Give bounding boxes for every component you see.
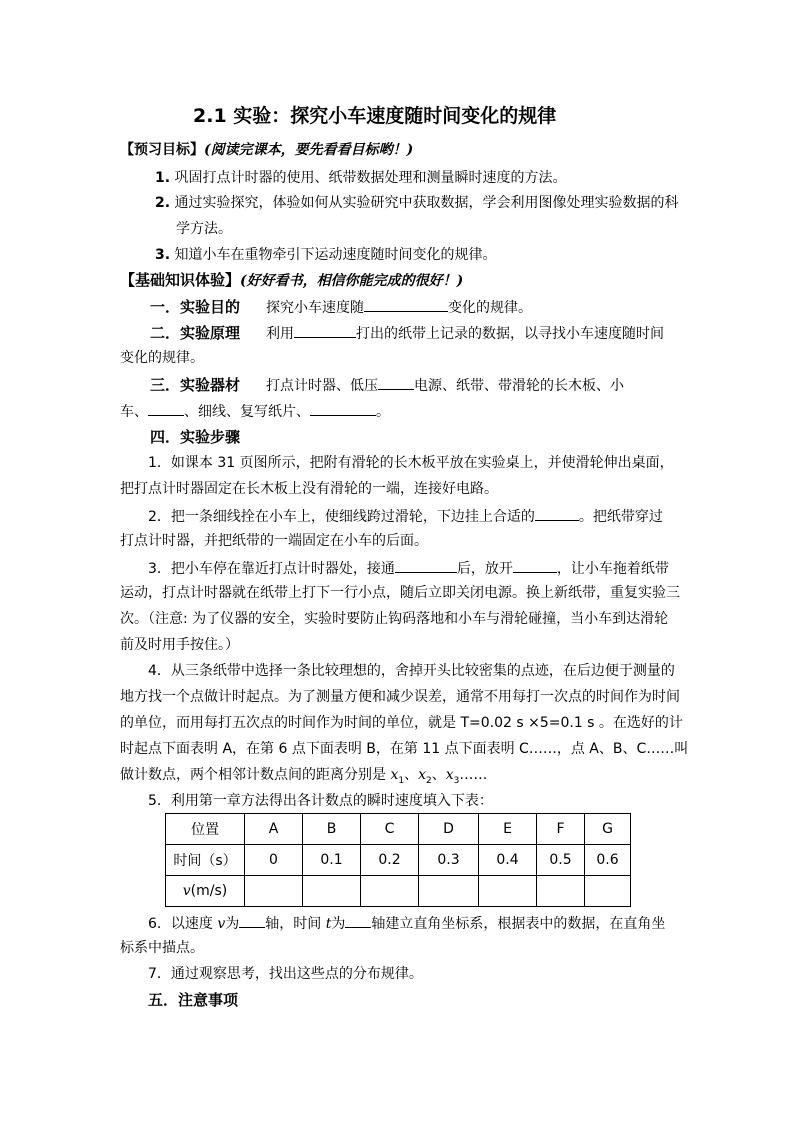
sec3-cont: 车、 、细线、复写纸片、 。 [120,400,390,422]
sec2-line: 二．实验原理 利用 打出的纸带上记录的数据，以寻找小车速度随时间 [150,324,665,342]
sec3-label: 三．实验器材 [150,376,241,394]
velocity-input-cell[interactable] [537,876,585,907]
step4-line4: 时起点下面表明 A，在第 6 点下面表明 B，在第 11 点下面表明 C……，点 A、B、C……叫 [120,741,689,757]
step5-line: 5．利用第一章方法得出各计数点的瞬时速度填入下表： [148,793,493,809]
table-cell: B [303,814,361,845]
step6-line2: 标系中描点。 [120,940,204,956]
step4-line2: 地方找一个点做计时起点。为了测量方便和减少误差，通常不用每打一次点的时间作为时间 [120,689,680,705]
table-cell: E [479,814,537,845]
step4-line3: 的单位，而用每打五次点的时间作为时间的单位，就是 T=0.02 s ×5=0.1 s 。在选好的计 [120,715,683,731]
velocity-input-cell[interactable] [361,876,419,907]
velocity-table [165,813,631,907]
table-cell: A [245,814,303,845]
preview-item-1: 1. 巩固打点计时器的使用、纸带数据处理和测量瞬时速度的方法。 [155,170,567,186]
basics-note: (好好看书，相信你能完成的很好！) [240,273,464,289]
sec1-line: 一．实验目的 探究小车速度随 变化的规律。 [150,298,533,316]
blank-2[interactable] [294,322,356,338]
step4-line1: 4．从三条纸带中选择一条比较理想的，舍掉开头比较密集的点迹，在后边便于测量的 [148,663,675,679]
table-row-velocity [166,876,631,907]
step7-line: 7．通过观察思考，找出这些点的分布规律。 [148,966,423,982]
table-cell: D [419,814,479,845]
blank-7[interactable] [395,557,457,573]
blank-4[interactable] [148,400,184,416]
velocity-input-cell[interactable] [245,876,303,907]
blank-6[interactable] [535,505,579,521]
table-cell: 0.5 [537,845,585,876]
step4-line5: 做计数点，两个相邻计数点间的距离分别是 $x_1$、$x_2$、$x_3\dots\dots$ [120,767,488,786]
preview-item-2: 2. 通过实验探究，体验如何从实验研究中获取数据，学会利用图像处理实验数据的科 [155,195,679,211]
table-row-time [166,845,631,876]
table-cell: 0 [245,845,303,876]
table-cell: 0.3 [419,845,479,876]
preview-item-3: 3. 知道小车在重物牵引下运动速度随时间变化的规律。 [155,247,497,263]
step3-line2: 运动，打点计时器就在纸带上打下一行小点，随后立即关闭电源。换上新纸带，重复实验三 [120,585,680,601]
sec3-line: 三．实验器材 打点计时器、低压 电源、纸带、带滑轮的长木板、小 [150,376,625,394]
table-cell: 位置 [166,814,245,845]
sec2-label: 二．实验原理 [150,324,241,342]
sec2-cont: 变化的规律。 [120,350,204,366]
sec1-label: 一．实验目的 [150,298,241,316]
preview-item-2-cont: 学方法。 [176,221,232,237]
table-cell: F [537,814,585,845]
blank-3[interactable] [378,374,414,390]
step2-line1: 2．把一条细线拴在小车上，使细线跨过滑轮，下边挂上合适的 。把纸带穿过 [148,505,663,527]
page-title: 2.1 实验：探究小车速度随时间变化的规律 [193,105,557,127]
preview-heading: 【预习目标】 [120,142,204,158]
step2-line2: 打点计时器，并把纸带的一端固定在小车的后面。 [120,533,428,549]
table-cell: G [585,814,631,845]
step3-line1: 3．把小车停在靠近打点计时器处，接通 后，放开 ，让小车拖着纸带 [148,557,669,579]
preview-heading-line [120,140,413,160]
blank-1[interactable] [364,296,448,312]
table-cell: 0.1 [303,845,361,876]
blank-10[interactable] [345,912,371,928]
blank-8[interactable] [513,557,557,573]
table-cell: v(m/s) [166,876,245,907]
table-cell: 0.2 [361,845,419,876]
velocity-input-cell[interactable] [479,876,537,907]
step1-line2: 把打点计时器固定在长木板上没有滑轮的一端，连接好电路。 [120,481,498,497]
sec4-label: 四．实验步骤 [150,428,241,446]
table-cell: C [361,814,419,845]
blank-9[interactable] [239,912,265,928]
velocity-input-cell[interactable] [419,876,479,907]
sec5-label: 五．注意事项 [148,991,239,1009]
basics-heading-line [120,270,463,291]
table-cell: 0.4 [479,845,537,876]
velocity-input-cell[interactable] [303,876,361,907]
step3-line3: 次。（注意: 为了仪器的安全，实验时要防止钩码落地和小车与滑轮碰撞，当小车到达滑轮 [120,611,669,627]
step3-line4: 前及时用手按住。） [120,637,239,653]
table-cell: 时间（s） [166,845,245,876]
preview-note: (阅读完课本，要先看看目标哟！) [204,142,414,158]
basics-heading: 【基础知识体验】 [120,271,241,289]
step1-line1: 1．如课本 31 页图所示，把附有滑轮的长木板平放在实验桌上，并使滑轮伸出桌面， [148,455,674,471]
velocity-input-cell[interactable] [585,876,631,907]
table-cell: 0.6 [585,845,631,876]
blank-5[interactable] [310,400,376,416]
step6-line1: 6．以速度 v为 轴，时间 t为 轴建立直角坐标系，根据表中的数据，在直角坐 [148,912,665,934]
table-row-position [166,814,631,845]
